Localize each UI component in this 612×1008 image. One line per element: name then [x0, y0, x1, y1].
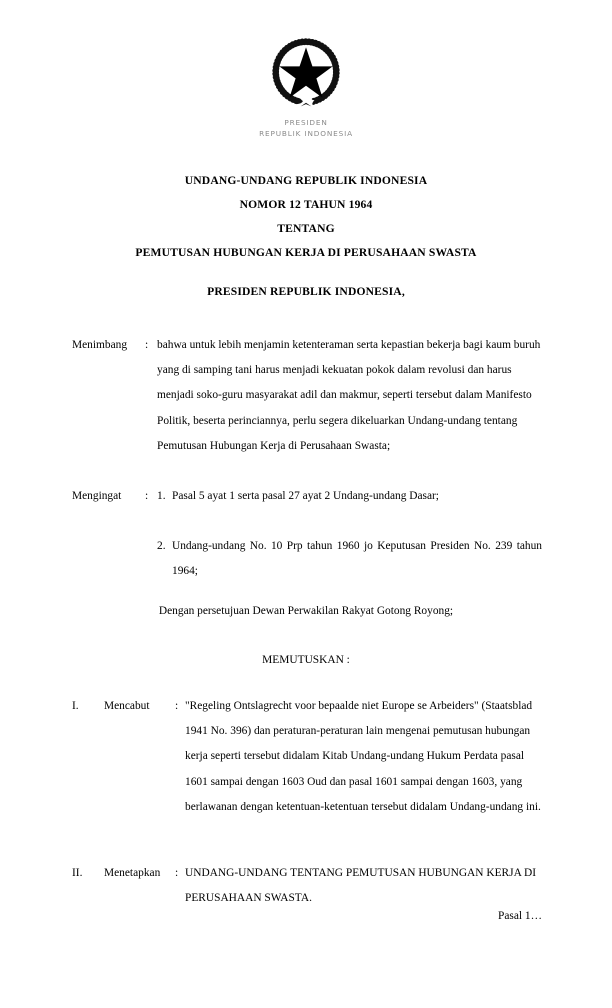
considering-colon: : — [145, 339, 149, 351]
decision-section-mencabut — [72, 694, 542, 820]
recalling-clause — [72, 484, 542, 585]
considering-text — [157, 333, 542, 459]
considering-clause — [72, 333, 542, 459]
list-item-text: Undang-undang No. 10 Prp tahun 1960 jo Keputusan Presiden No. 239 tahun 1964; — [172, 540, 542, 578]
catchword-next-page: Pasal 1… — [498, 910, 542, 922]
decision-paragraph: UNDANG-UNDANG TENTANG PEMUTUSAN HUBUNGAN KERJA DI PERUSAHAAN SWASTA. — [185, 867, 537, 905]
considering-paragraph: bahwa untuk lebih menjamin ketenteraman serta kepastian bekerja bagi kaum buruh yang di samping tani harus menjadi kekuatan pokok dalam revolusi dan harus menjadi soko-guru masyarakat adil dan makmur, seperti tersebut dalam Manifesto Politik, beserta perinciannya, perlu segera dikeluarkan Undang-undang tentang Pemutusan Hubungan Kerja di Perusahaan Swasta; — [157, 339, 541, 452]
title-line-subject: PEMUTUSAN HUBUNGAN KERJA DI PERUSAHAAN SWASTA — [135, 246, 477, 259]
decision-colon: : — [175, 700, 179, 712]
approval-line: Dengan persetujuan Dewan Perwakilan Rakyat Gotong Royong; — [158, 605, 454, 617]
considering-label: Menimbang — [72, 339, 128, 351]
recalling-list-wrap — [157, 484, 542, 585]
list-item-text: Pasal 5 ayat 1 serta pasal 27 ayat 2 Undang-undang Dasar; — [172, 490, 439, 502]
decision-colon: : — [175, 867, 179, 879]
title-line-about: TENTANG — [277, 222, 335, 235]
list-item — [157, 484, 542, 509]
decision-roman-numeral: II. — [72, 867, 83, 879]
decides-heading: MEMUTUSKAN : — [262, 654, 350, 666]
decision-paragraph: "Regeling Ontslagrecht voor bepaalde niet Europe se Arbeiders" (Staatsblad 1941 No. 396) dan peraturan-peraturan lain mengenai pemutusan hubungan kerja seperti tersebut didalam Kitab Undang-undang Hukum Perdata pasal 1601 sampai dengan 1603 Oud dan pasal 1601 sampai dengan 1603, yang berlawanan dengan ketentuan-ketentuan tersebut didalam Undang-undang ini. — [185, 700, 541, 813]
decision-label: Mencabut — [104, 700, 150, 712]
recalling-colon: : — [145, 490, 149, 502]
page-title — [56, 169, 556, 265]
recalling-list — [157, 484, 542, 585]
list-item-marker: 2. — [157, 540, 166, 553]
title-line-republic: UNDANG-UNDANG REPUBLIK INDONESIA — [184, 174, 428, 187]
list-item-marker: 1. — [157, 490, 166, 502]
decision-text — [185, 694, 542, 820]
star-shape — [279, 47, 332, 97]
opening-heading: PRESIDEN REPUBLIK INDONESIA, — [207, 285, 405, 298]
recalling-label: Mengingat — [72, 490, 122, 502]
emblem-caption-line-1: PRESIDEN — [284, 118, 328, 127]
emblem-caption — [0, 118, 612, 139]
emblem-caption-line-2: REPUBLIK INDONESIA — [259, 128, 353, 138]
decision-roman-numeral: I. — [72, 700, 79, 712]
emblem-block — [0, 28, 612, 139]
garuda-star-wreath-emblem — [262, 28, 350, 116]
list-item — [157, 534, 542, 584]
decision-label: Menetapkan — [104, 867, 161, 879]
title-line-number: NOMOR 12 TAHUN 1964 — [239, 198, 373, 211]
